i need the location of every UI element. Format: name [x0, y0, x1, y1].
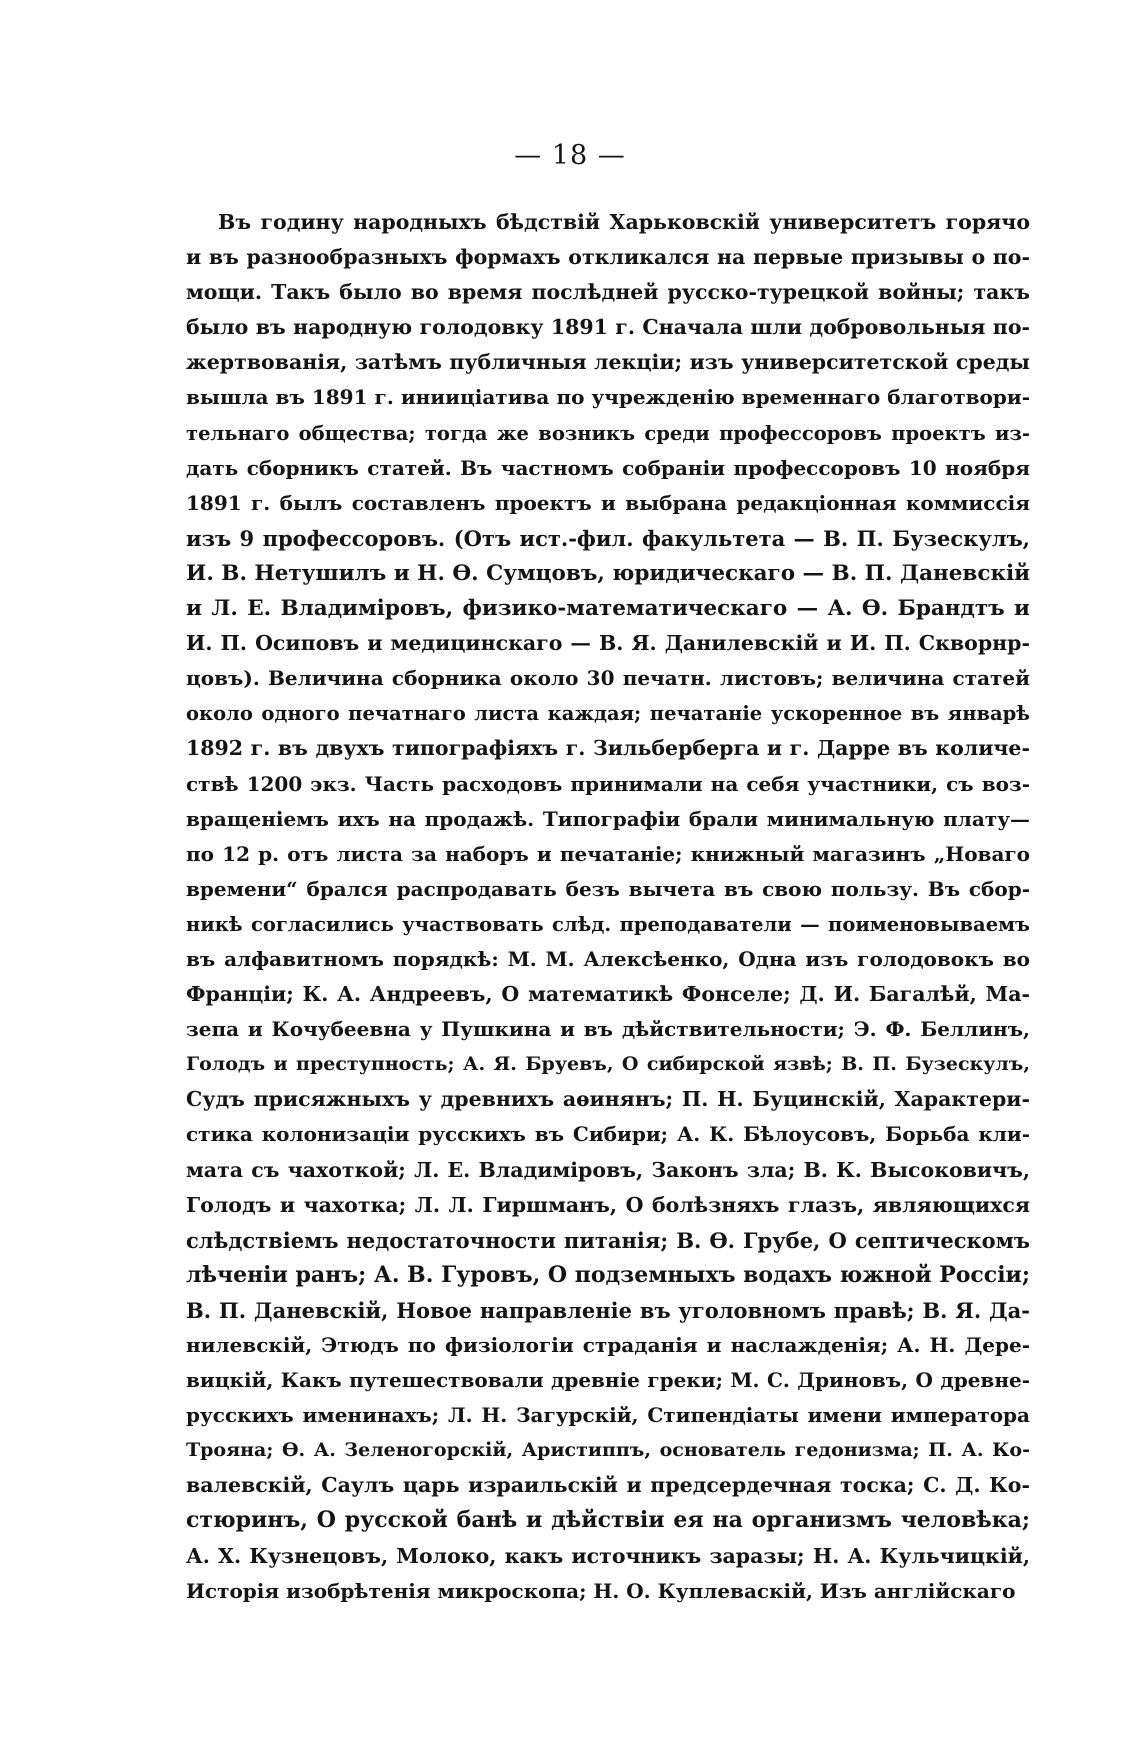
text-line: Исторія изобрѣтенія микроскопа; Н. О. Куплеваскій, Изъ англійскаго: [186, 1578, 1016, 1603]
text-line: было въ народную голодовку 1891 г. Сначала шли добровольныя по-: [186, 315, 1030, 340]
text-line: стюринъ, О русской банѣ и дѣйствіи ея на организмъ человѣка;: [186, 1507, 1030, 1534]
text-line: русскихъ именинахъ; Л. Н. Загурскій, Стипендіаты имени императора: [186, 1403, 1030, 1428]
text-line: въ алфавитномъ порядкѣ: М. М. Алексѣенко, Одна изъ голодовокъ во: [186, 946, 1030, 971]
text-line: нилевскій, Этюдъ по физіологіи страданія и наслажденія; А. Н. Дере-: [186, 1333, 1030, 1357]
text-line: зепа и Кочубеевна у Пушкина и въ дѣйствительности; Э. Ф. Беллинъ,: [186, 1017, 1030, 1042]
text-line: Голодъ и преступность; А. Я. Бруевъ, О сибирской язвѣ; В. П. Бузескулъ,: [186, 1053, 1030, 1076]
text-line: 1891 г. былъ составленъ проектъ и выбрана редакціонная коммиссія: [186, 490, 1030, 515]
text-line: Судъ присяжныхъ у древнихъ аѳинянъ; П. Н. Буцинскій, Характери-: [186, 1087, 1030, 1112]
text-line: валевскій, Саулъ царь израильскій и предсердечная тоска; С. Д. Ко-: [186, 1473, 1030, 1498]
text-line: И. П. Осиповъ и медицинскаго — В. Я. Данилевскій и И. П. Скворнр-: [186, 631, 1030, 656]
text-line: Франціи; К. А. Андреевъ, О математикѣ Фонселе; Д. И. Багалѣй, Ма-: [186, 982, 1030, 1007]
text-line: вицкій, Какъ путешествовали древніе греки; М. С. Дриновъ, О древне-: [186, 1368, 1030, 1393]
text-line: стика колонизаціи русскихъ въ Сибири; А. К. Бѣлоусовъ, Борьба кли-: [186, 1122, 1030, 1147]
text-line: И. В. Нетушилъ и Н. Ѳ. Сумцовъ, юридическаго — В. П. Даневскій: [186, 560, 1031, 586]
text-line: вращеніемъ ихъ на продажѣ. Типографіи брали минимальную плату—: [186, 806, 1030, 831]
text-line: по 12 р. отъ листа за наборъ и печатаніе; книжный магазинъ „Новаго: [186, 841, 1030, 866]
text-line: Въ годину народныхъ бѣдствій Харьковскій университетъ горячо: [218, 210, 1030, 234]
text-line: и въ разнообразныхъ формахъ откликался на первые призывы о по-: [186, 245, 1030, 270]
text-line: мата съ чахоткой; Л. Е. Владиміровъ, Законъ зла; В. К. Высоковичъ,: [186, 1157, 1030, 1182]
text-line: ствѣ 1200 экз. Часть расходовъ принимали на себя участники, съ воз-: [186, 771, 1030, 796]
text-line: жертвованія, затѣмъ публичныя лекціи; изъ университетской среды: [186, 350, 1030, 375]
text-line: никѣ согласились участвовать слѣд. преподаватели — поименовываемъ: [186, 912, 1030, 936]
text-line: мощи. Такъ было во время послѣдней русско-турецкой войны; такъ: [186, 280, 1030, 305]
text-line: вышла въ 1891 г. инииціатива по учрежденію временнаго благотвори-: [186, 385, 1030, 410]
text-line: Голодъ и чахотка; Л. Л. Гиршманъ, О болѣзняхъ глазъ, являющихся: [186, 1192, 1030, 1217]
text-line: А. Х. Кузнецовъ, Молоко, какъ источникъ заразы; Н. А. Кульчицкій,: [186, 1543, 1030, 1568]
text-line: слѣдствіемъ недостаточности питанія; В. Ѳ. Грубе, О септическомъ: [186, 1227, 1030, 1253]
text-line: 1892 г. въ двухъ типографіяхъ г. Зильберберга и г. Дарре въ количе-: [186, 736, 1030, 761]
text-line: Трояна; Ѳ. А. Зеленогорскій, Аристиппъ, основатель гедонизма; П. А. Ко-: [186, 1439, 1030, 1462]
text-line: цовъ). Величина сборника около 30 печатн. листовъ; величина статей: [186, 666, 1030, 691]
text-line: дать сборникъ статей. Въ частномъ собраніи профессоровъ 10 ноября: [186, 455, 1030, 480]
text-line: времени“ брался распродавать безъ вычета въ свою пользу. Въ сбор-: [186, 876, 1030, 901]
text-line: В. П. Даневскій, Новое направленіе въ уголовномъ правѣ; В. Я. Да-: [186, 1297, 1030, 1323]
text-line: тельнаго общества; тогда же возникъ среди профессоровъ проектъ из-: [186, 421, 1030, 445]
text-line: лѣченіи ранъ; А. В. Гуровъ, О подземныхъ водахъ южной Россіи;: [186, 1261, 1030, 1288]
page-number: — 18 —: [514, 140, 626, 171]
text-line: и Л. Е. Владиміровъ, физико-математическаго — А. Ѳ. Брандтъ и: [186, 596, 1030, 622]
body-text: [186, 205, 1030, 1609]
text-line: изъ 9 профессоровъ. (Отъ ист.-фил. факультета — В. П. Бузескулъ,: [186, 525, 1030, 551]
text-line: около одного печатнаго листа каждая; печатаніе ускоренное въ январѣ: [186, 702, 1030, 726]
